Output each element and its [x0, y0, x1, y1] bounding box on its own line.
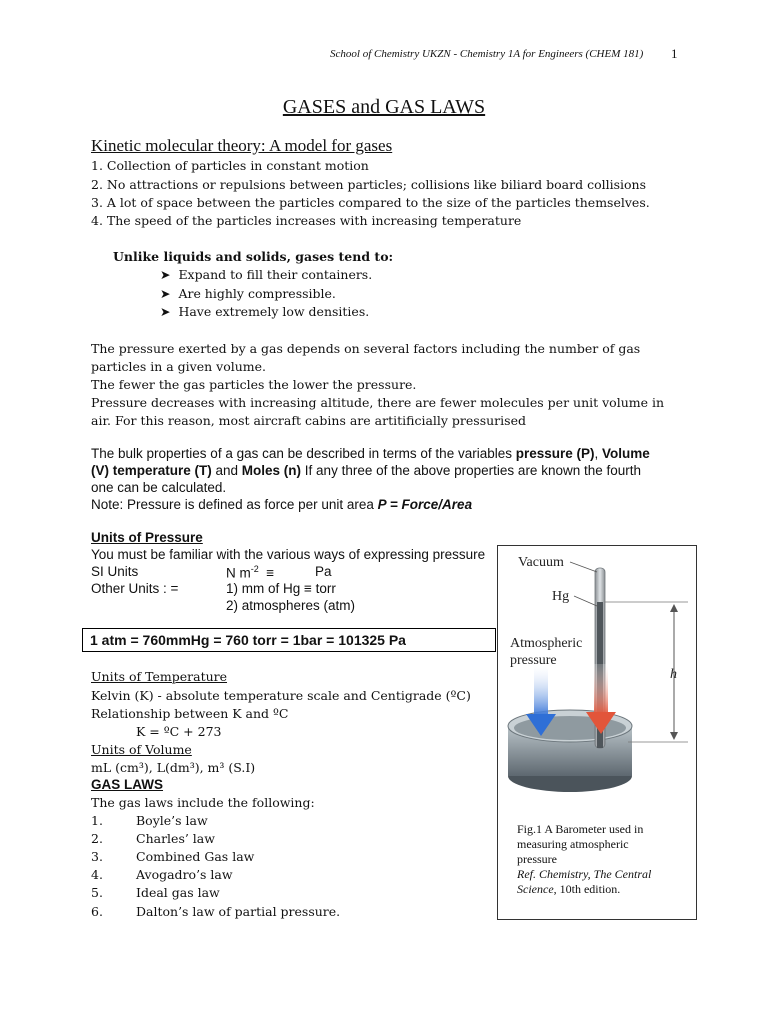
- gas-law-6: Dalton’s law of partial pressure.: [136, 904, 341, 919]
- bulk-line-2: [91, 463, 641, 478]
- pressure-line-4: Pressure decreases with increasing altitude, there are fewer molecules per unit volume in: [91, 395, 665, 410]
- gas-law-num-1: 1.: [91, 813, 103, 828]
- bulk-text: and: [211, 463, 242, 478]
- units-pressure-heading: Units of Pressure: [91, 530, 203, 545]
- temperature-line-3: K = ºC + 273: [136, 724, 222, 739]
- bulk-bold-volume: Volume: [602, 446, 650, 461]
- gas-law-4: Avogadro’s law: [136, 867, 233, 882]
- temperature-line-1: Kelvin (K) - absolute temperature scale and Centigrade (ºC): [91, 688, 471, 703]
- kmt-item-3: 3. A lot of space between the particles compared to the size of the particles themselves.: [91, 195, 650, 210]
- barometer-illustration: [498, 546, 696, 808]
- figure-ref-1: Ref. Chemistry, The Central: [517, 867, 652, 881]
- bulk-line-4: [91, 497, 472, 512]
- bullet-text: Have extremely low densities.: [178, 304, 370, 319]
- bulk-line-3: one can be calculated.: [91, 480, 227, 495]
- temperature-line-2: Relationship between K and ºC: [91, 706, 289, 721]
- bulk-text: ,: [594, 446, 603, 461]
- arrow-bullet-icon: ➤: [160, 286, 171, 301]
- si-units-label: SI Units: [91, 564, 139, 579]
- bulk-text: The bulk properties of a gas can be described in terms of the variables: [91, 446, 516, 461]
- bulk-bold-temperature: (V) temperature (T): [91, 463, 212, 478]
- pressure-line-1: The pressure exerted by a gas depends on several factors including the number of gas: [91, 341, 641, 356]
- kmt-item-4: 4. The speed of the particles increases with increasing temperature: [91, 213, 522, 228]
- other-units-label: Other Units : =: [91, 581, 179, 596]
- gas-law-num-6: 6.: [91, 904, 103, 919]
- gas-law-num-3: 3.: [91, 849, 103, 864]
- si-unit: N m: [226, 565, 251, 581]
- gas-laws-heading: GAS LAWS: [91, 777, 164, 792]
- figure-caption-1: Fig.1 A Barometer used in: [517, 822, 644, 836]
- bullet-item-3: [160, 304, 369, 319]
- gas-law-num-2: 2.: [91, 831, 103, 846]
- bullet-item-2: [160, 286, 336, 301]
- units-pressure-intro: You must be familiar with the various ways of expressing pressure: [91, 547, 486, 562]
- si-exponent: -2: [250, 564, 259, 574]
- kmt-item-2: 2. No attractions or repulsions between particles; collisions like biliard board collisions: [91, 177, 646, 192]
- vacuum-label: Vacuum: [518, 555, 564, 570]
- si-units-pa: Pa: [315, 564, 332, 579]
- kmt-heading: Kinetic molecular theory: A model for gases: [91, 136, 393, 155]
- other-units-1: 1) mm of Hg ≡ torr: [226, 581, 336, 596]
- bulk-line-1: [91, 446, 650, 461]
- gas-law-num-5: 5.: [91, 885, 103, 900]
- ref-edition: , 10th edition.: [553, 882, 621, 896]
- arrow-bullet-icon: ➤: [160, 267, 171, 282]
- hg-label: Hg: [552, 589, 570, 604]
- bullet-text: Expand to fill their containers.: [178, 267, 373, 282]
- pressure-line-3: The fewer the gas particles the lower the pressure.: [91, 377, 417, 392]
- figure-caption-2: measuring atmospheric: [517, 837, 629, 851]
- note-text: Note: Pressure is defined as force per unit area: [91, 497, 378, 512]
- unlike-heading: Unlike liquids and solids, gases tend to:: [113, 249, 394, 264]
- units-volume-heading: Units of Volume: [91, 742, 192, 757]
- pressure-label: pressure: [510, 653, 557, 668]
- page-number: 1: [671, 46, 678, 61]
- bullet-item-1: [160, 267, 372, 282]
- figure-ref-2: [517, 882, 620, 897]
- equivalence-text: 1 atm = 760mmHg = 760 torr = 1bar = 101325 Pa: [90, 632, 406, 648]
- gas-law-5: Ideal gas law: [136, 885, 220, 900]
- pressure-formula: P = Force/Area: [377, 497, 473, 512]
- pressure-line-2: particles in a given volume.: [91, 359, 267, 374]
- atmospheric-label: Atmospheric: [510, 636, 583, 651]
- gas-law-num-4: 4.: [91, 867, 103, 882]
- figure-caption-3: pressure: [517, 852, 557, 866]
- units-temperature-heading: Units of Temperature: [91, 669, 228, 684]
- equiv-symbol: ≡: [266, 565, 275, 581]
- other-units-2: 2) atmospheres (atm): [226, 598, 356, 613]
- gas-law-1: Boyle’s law: [136, 813, 208, 828]
- pressure-line-5: air. For this reason, most aircraft cabins are artitificially pressurised: [91, 413, 526, 428]
- gas-law-2: Charles’ law: [136, 831, 215, 846]
- bullet-text: Are highly compressible.: [178, 286, 336, 301]
- kmt-item-1: 1. Collection of particles in constant motion: [91, 158, 369, 173]
- running-header: School of Chemistry UKZN - Chemistry 1A for Engineers (CHEM 181): [330, 48, 644, 60]
- bulk-text: If any three of the above properties are known the fourth: [301, 463, 642, 478]
- volume-line-1: mL (cm³), L(dm³), m³ (S.I): [91, 760, 256, 775]
- gas-law-3: Combined Gas law: [136, 849, 255, 864]
- bulk-bold-pressure: pressure (P): [515, 446, 595, 461]
- arrow-bullet-icon: ➤: [160, 304, 171, 319]
- height-label: h: [670, 667, 677, 682]
- bulk-bold-moles: Moles (n): [241, 463, 302, 478]
- ref-italic: Science: [517, 882, 554, 896]
- page-title: GASES and GAS LAWS: [282, 96, 486, 118]
- si-units-value: [226, 564, 274, 581]
- gas-laws-intro: The gas laws include the following:: [91, 795, 315, 810]
